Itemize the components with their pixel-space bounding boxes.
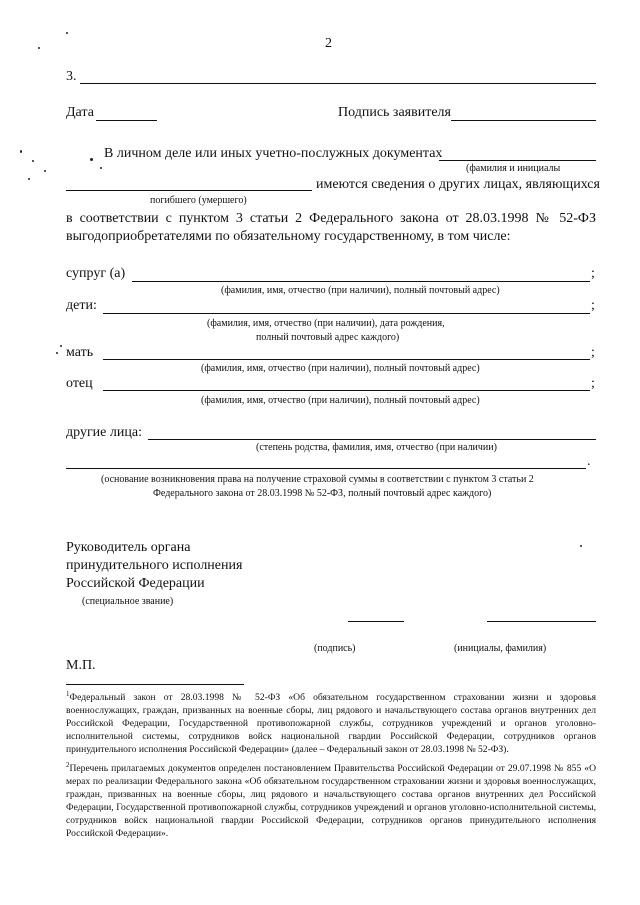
footnote-divider [66, 684, 244, 685]
mother-field[interactable] [103, 359, 590, 360]
head-initials-hint: (инициалы, фамилия) [454, 643, 547, 654]
rank-hint: (специальное звание) [82, 596, 174, 607]
scan-speck [32, 160, 34, 162]
spouse-hint: (фамилия, имя, отчество (при наличии), полный почтовый адрес) [221, 285, 500, 296]
scan-speck [38, 47, 40, 49]
scan-speck [66, 32, 68, 34]
father-field[interactable] [103, 390, 590, 391]
basis-hint-2: Федерального закона от 28.03.1998 № 52-ФЗ, полный почтовый адрес каждого) [153, 488, 492, 499]
date-label: Дата [66, 105, 94, 120]
head-signature-hint: (подпись) [314, 643, 356, 654]
applicant-signature-field[interactable] [451, 120, 596, 121]
children-semicolon: ; [591, 298, 595, 313]
others-hint: (степень родства, фамилия, имя, отчество (при наличии) [256, 442, 497, 453]
footnote-1-text: Федеральный закон от 28.03.1998 № 52-ФЗ «Об обязательном государственном страховании жизни и здоровья военнослужащих, граждан, призванных на военные сборы, лиц рядового и начальствующего состава органов внутренних дел Российской Федерации, Государственной противопожарной службы, сотрудников учреждений и органов уголовно-исполнительной системы, сотрудников войск национальной гвардии Российской Федерации, сотрудников органов принудительного исполнения Российской Федерации» (далее – Федеральный закон от 28.03.1998 № 52-ФЗ). [66, 692, 596, 756]
deceased-hint: погибшего (умершего) [150, 195, 247, 206]
deceased-name-field[interactable] [439, 160, 596, 161]
mother-semicolon: ; [591, 345, 595, 360]
footnotes [66, 688, 596, 840]
deceased-name-field-2[interactable] [66, 190, 312, 191]
father-hint: (фамилия, имя, отчество (при наличии), полный почтовый адрес) [201, 395, 480, 406]
law-reference-line-1: в соответствии с пунктом 3 статьи 2 Федерального закона от 28.03.1998 № 52-ФЗ [66, 211, 596, 226]
stamp-placeholder: М.П. [66, 658, 96, 673]
basis-field[interactable] [66, 468, 586, 469]
scan-speck [90, 158, 93, 161]
scan-speck [100, 167, 102, 169]
other-persons-text: имеются сведения о других лицах, являющихся [316, 177, 600, 192]
scan-speck [28, 178, 30, 180]
head-initials-field[interactable] [487, 621, 596, 622]
scan-speck [60, 345, 62, 347]
mother-hint: (фамилия, имя, отчество (при наличии), полный почтовый адрес) [201, 363, 480, 374]
spouse-label: супруг (а) [66, 266, 126, 281]
head-title-line-2: принудительного исполнения [66, 558, 243, 573]
footnote-2-text: Перечень прилагаемых документов определен постановлением Правительства Российской Федерации от 29.07.1998 № 855 «О мерах по реализации Федерального закона «Об обязательном государственном страховании жизни и здоровья военнослужащих, граждан, призванных на военные сборы, лиц рядового и начальствующего состава органов внутренних дел Российской Федерации, Государственной противопожарной службы, сотрудников учреждений и органов уголовно-исполнительной системы, сотрудников войск национальной гвардии Российской Федерации, сотрудников органов принудительного исполнения Российской Федерации». [66, 763, 596, 840]
father-label: отец [66, 376, 93, 391]
father-semicolon: ; [591, 376, 595, 391]
spouse-field[interactable] [132, 281, 590, 282]
basis-hint-1: (основание возникновения права на получение страховой суммы в соответствии с пунктом 3 статьи 2 [101, 474, 534, 485]
item-3-field[interactable] [80, 83, 596, 84]
personal-file-text: В личном деле или иных учетно-послужных документах [104, 146, 443, 161]
signature-label: Подпись заявителя [338, 105, 451, 120]
date-field[interactable] [96, 120, 157, 121]
mother-label: мать [66, 345, 94, 360]
footnote-1 [66, 688, 596, 756]
head-signature-field[interactable] [348, 621, 404, 622]
children-hint-1: (фамилия, имя, отчество (при наличии), дата рождения, [207, 318, 445, 329]
others-label: другие лица: [66, 425, 142, 440]
footnote-2 [66, 759, 596, 840]
spouse-semicolon: ; [591, 266, 595, 281]
children-field[interactable] [103, 313, 590, 314]
deceased-name-hint: (фамилия и инициалы [466, 163, 561, 174]
scan-speck [20, 150, 22, 153]
scan-speck [580, 545, 582, 547]
footnote-1-mark: 1 [66, 690, 70, 698]
basis-period: . [587, 454, 591, 469]
children-label: дети: [66, 298, 97, 313]
scan-speck [44, 170, 46, 172]
item-3-label: 3. [66, 69, 77, 84]
page-number: 2 [325, 36, 332, 51]
scan-speck [56, 352, 58, 354]
footnote-2-mark: 2 [66, 761, 70, 770]
head-title-line-3: Российской Федерации [66, 576, 205, 591]
children-hint-2: полный почтовый адрес каждого) [256, 332, 400, 343]
others-field[interactable] [148, 439, 596, 440]
head-title-line-1: Руководитель органа [66, 540, 191, 555]
law-reference-line-2: выгодоприобретателями по обязательному государственному, в том числе: [66, 229, 511, 244]
